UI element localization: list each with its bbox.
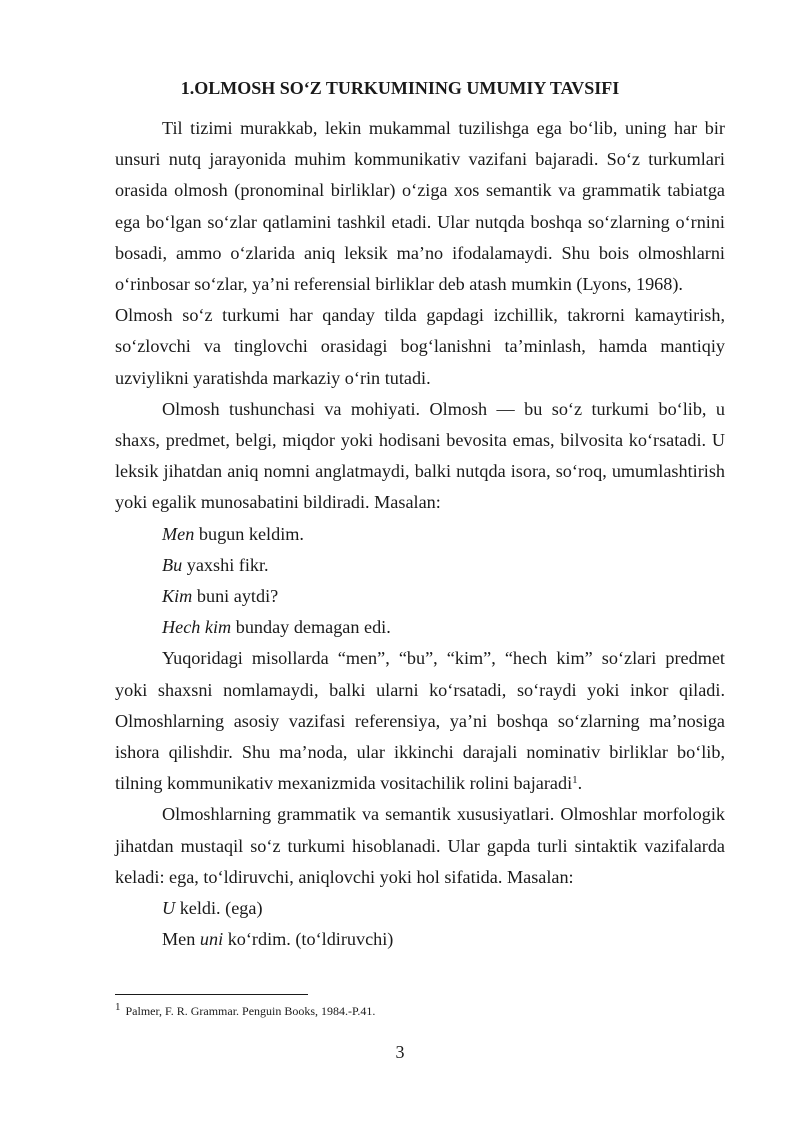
paragraph-3: Olmosh tushunchasi va mohiyati. Olmosh — bu so‘z turkumi bo‘lib, u shaxs, predmet, belgi, miqdor yoki hodisani bevosita emas, bilvosita ko‘rsatadi. U leksik jihatdan aniq nomni anglatmaydi, balki nutqda isora, so‘roq, umumlashtirish yoki egalik munosabatini bildiradi. Masalan: bbox=[115, 398, 725, 513]
footnote-reference[interactable]: 1 bbox=[572, 774, 578, 787]
footnote-marker: 1 bbox=[115, 1001, 121, 1013]
paragraph-4 bbox=[115, 643, 725, 799]
example-pronoun: uni bbox=[199, 929, 224, 950]
footnote-text: Palmer, F. R. Grammar. Penguin Books, 1984.-P.41. bbox=[125, 1004, 376, 1018]
page-title: 1.OLMOSH SO‘Z TURKUMINING UMUMIY TAVSIFI bbox=[180, 78, 620, 98]
example-line bbox=[115, 893, 725, 924]
example-line bbox=[115, 550, 725, 581]
example-pronoun: U bbox=[162, 898, 176, 919]
body-text bbox=[115, 113, 725, 955]
page-number: 3 bbox=[395, 1042, 405, 1062]
paragraph-2: Olmosh so‘z turkumi har qanday tilda gapdagi izchillik, takrorni kamaytirish, so‘zlovchi va tinglovchi orasidagi bog‘lanishni ta’minlash, hamda mantiqiy uzviylikni yaratishda markaziy o‘rin tutadi. bbox=[115, 305, 725, 388]
example-rest: keldi. (ega) bbox=[175, 898, 263, 919]
example-pre: Men bbox=[162, 929, 200, 950]
paragraph-4-text: Yuqoridagi misollarda “men”, “bu”, “kim”, “hech kim” so‘zlari predmet yoki shaxsni nomlamaydi, balki ularni ko‘rsatadi, so‘raydi yoki inkor qiladi. Olmoshlarning asosiy vazifasi referensiya, ya’ni boshqa so‘zlarning ma’nosiga ishora qilishdir. Shu ma’noda, ular ikkinchi darajali nominativ birliklar bo‘lib, tilning kommunikativ mexanizmida vositachilik rolini bajaradi bbox=[115, 648, 725, 794]
paragraph-4-end: . bbox=[577, 773, 583, 794]
example-rest: ko‘rdim. (to‘ldiruvchi) bbox=[223, 929, 394, 950]
example-rest: yaxshi fikr. bbox=[182, 554, 269, 575]
example-line bbox=[115, 612, 725, 643]
example-pronoun: Men bbox=[162, 523, 195, 544]
example-rest: buni aytdi? bbox=[192, 586, 279, 607]
paragraph-1: Til tizimi murakkab, lekin mukammal tuzilishga ega bo‘lib, uning har bir unsuri nutq jarayonida muhim kommunikativ vazifani bajaradi. So‘z turkumlari orasida olmosh (pronominal birliklar) o‘ziga xos semantik va grammatik tabiatga ega bo‘lgan so‘zlar qatlamini tashkil etadi. Ular nutqda boshqa so‘zlarning o‘rnini bosadi, ammo o‘zlarida aniq leksik ma’no ifodalamaydi. Shu bois olmoshlarni o‘rinbosar so‘zlar, ya’ni referensial birliklar deb atash mumkin (Lyons, 1968). bbox=[115, 118, 725, 295]
example-line bbox=[115, 581, 725, 612]
paragraph-5: Olmoshlarning grammatik va semantik xususiyatlari. Olmoshlar morfologik jihatdan mustaqil so‘z turkumi hisoblanadi. Ular gapda turli sintaktik vazifalarda keladi: ega, to‘ldiruvchi, aniqlovchi yoki hol sifatida. Masalan: bbox=[115, 804, 725, 887]
footnote bbox=[115, 1003, 725, 1019]
example-pronoun: Hech kim bbox=[162, 617, 232, 638]
example-rest: bugun keldim. bbox=[194, 523, 304, 544]
example-line bbox=[115, 519, 725, 550]
example-pronoun: Kim bbox=[162, 586, 193, 607]
example-pronoun: Bu bbox=[162, 554, 183, 575]
example-rest: bunday demagan edi. bbox=[231, 617, 391, 638]
footnote-divider bbox=[115, 994, 308, 995]
example-line bbox=[115, 924, 725, 955]
